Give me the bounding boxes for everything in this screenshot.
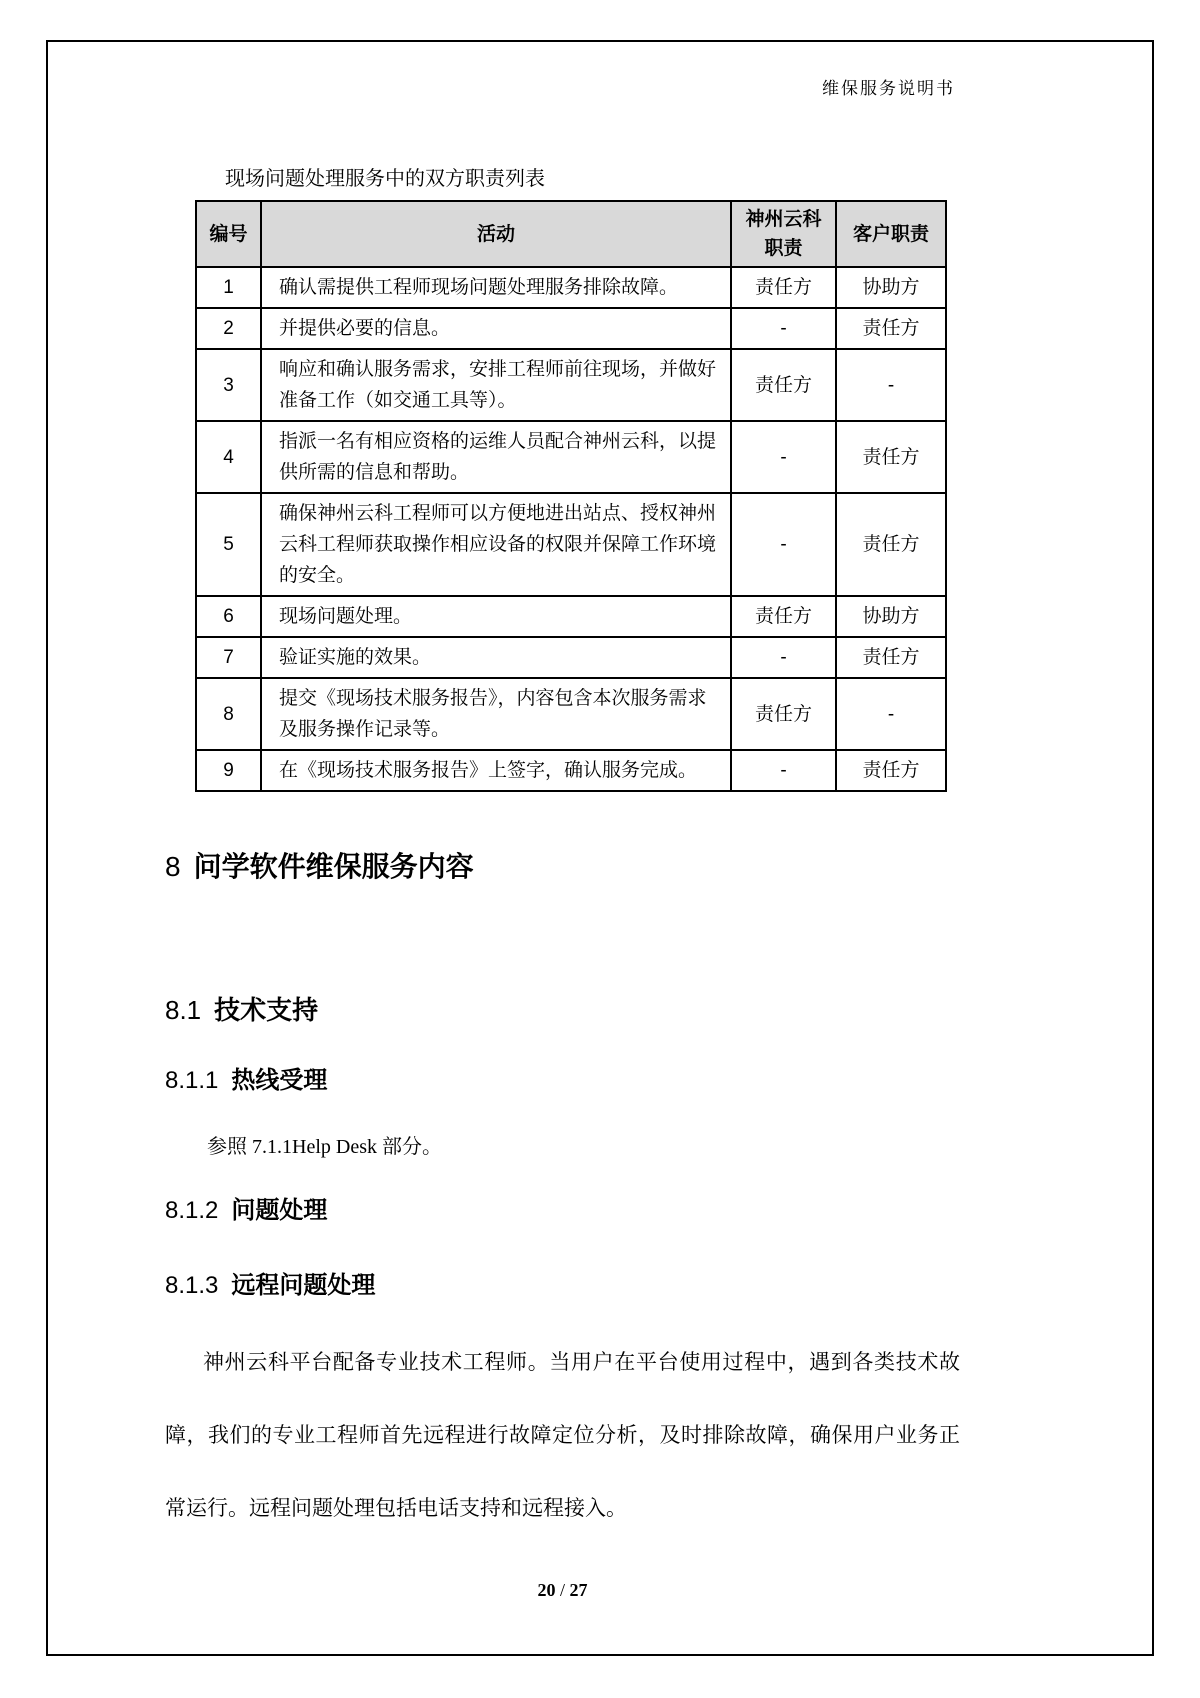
cell-id: 2	[196, 308, 261, 349]
cell-vendor-role: -	[731, 750, 836, 791]
col-header-customer: 客户职责	[836, 201, 946, 267]
cell-activity: 指派一名有相应资格的运维人员配合神州云科，以提供所需的信息和帮助。	[261, 421, 731, 493]
page-number-separator: /	[555, 1580, 570, 1600]
cell-customer-role: 协助方	[836, 596, 946, 637]
cell-activity: 确认需提供工程师现场问题处理服务排除故障。	[261, 267, 731, 308]
cell-id: 5	[196, 493, 261, 596]
cell-customer-role: -	[836, 349, 946, 421]
table-row	[196, 421, 946, 493]
cell-activity: 提交《现场技术服务报告》，内容包含本次服务需求及服务操作记录等。	[261, 678, 731, 750]
document-header-title: 维保服务说明书	[822, 79, 955, 98]
table-row	[196, 596, 946, 637]
paragraph-remote-problem-handling: 神州云科平台配备专业技术工程师。当用户在平台使用过程中，遇到各类技术故障，我们的专业工程师首先远程进行故障定位分析，及时排除故障，确保用户业务正常运行。远程问题处理包括电话支持和远程接入。	[165, 1351, 960, 1520]
cell-vendor-role: -	[731, 637, 836, 678]
section-heading-8-1-3	[165, 1265, 375, 1300]
section-number: 8.1.1	[165, 1067, 219, 1094]
cell-activity: 验证实施的效果。	[261, 637, 731, 678]
table-row	[196, 493, 946, 596]
cell-activity: 并提供必要的信息。	[261, 308, 731, 349]
total-page-count: 27	[569, 1580, 588, 1600]
cell-vendor-role: 责任方	[731, 678, 836, 750]
section-heading-8-1	[165, 990, 318, 1027]
section-number: 8.1.2	[165, 1197, 219, 1224]
cell-customer-role: 责任方	[836, 750, 946, 791]
cell-vendor-role: 责任方	[731, 267, 836, 308]
col-header-activity: 活动	[261, 201, 731, 267]
cell-id: 8	[196, 678, 261, 750]
col-header-vendor-line2: 职责	[764, 238, 803, 259]
cell-activity: 确保神州云科工程师可以方便地进出站点、授权神州云科工程师获取操作相应设备的权限并保障工作环境的安全。	[261, 493, 731, 596]
section-heading-8	[165, 845, 474, 885]
section-number: 8.1.3	[165, 1272, 219, 1299]
col-header-id: 编号	[196, 201, 261, 267]
cell-id: 6	[196, 596, 261, 637]
section-title: 问题处理	[231, 1197, 328, 1224]
paragraph-help-desk-reference: 参照 7.1.1Help Desk 部分。	[207, 1136, 442, 1158]
section-number: 8	[165, 851, 181, 882]
table-row	[196, 678, 946, 750]
table-header-row	[196, 201, 946, 267]
table-row	[196, 308, 946, 349]
table-caption: 现场问题处理服务中的双方职责列表	[225, 168, 545, 190]
col-header-vendor-line1: 神州云科	[745, 209, 822, 230]
table-row	[196, 637, 946, 678]
cell-id: 1	[196, 267, 261, 308]
cell-customer-role: 责任方	[836, 637, 946, 678]
cell-customer-role: -	[836, 678, 946, 750]
section-title: 问学软件维保服务内容	[193, 851, 474, 882]
cell-customer-role: 责任方	[836, 421, 946, 493]
cell-vendor-role: -	[731, 421, 836, 493]
cell-activity: 响应和确认服务需求，安排工程师前往现场，并做好准备工作（如交通工具等）。	[261, 349, 731, 421]
page-number	[165, 1580, 960, 1601]
cell-customer-role: 协助方	[836, 267, 946, 308]
section-number: 8.1	[165, 995, 202, 1025]
cell-customer-role: 责任方	[836, 308, 946, 349]
cell-activity: 现场问题处理。	[261, 596, 731, 637]
cell-customer-role: 责任方	[836, 493, 946, 596]
cell-vendor-role: 责任方	[731, 596, 836, 637]
section-title: 远程问题处理	[231, 1272, 376, 1299]
current-page-number: 20	[537, 1580, 556, 1600]
section-title: 热线受理	[231, 1067, 328, 1094]
section-title: 技术支持	[214, 995, 319, 1025]
cell-vendor-role: 责任方	[731, 349, 836, 421]
cell-id: 4	[196, 421, 261, 493]
cell-id: 9	[196, 750, 261, 791]
table-row	[196, 349, 946, 421]
responsibility-table	[195, 200, 947, 792]
section-heading-8-1-1	[165, 1060, 327, 1095]
table-row	[196, 267, 946, 308]
cell-id: 7	[196, 637, 261, 678]
cell-vendor-role: -	[731, 493, 836, 596]
cell-activity: 在《现场技术服务报告》上签字，确认服务完成。	[261, 750, 731, 791]
col-header-vendor	[731, 201, 836, 267]
table-row	[196, 750, 946, 791]
section-heading-8-1-2	[165, 1190, 327, 1225]
cell-vendor-role: -	[731, 308, 836, 349]
cell-id: 3	[196, 349, 261, 421]
